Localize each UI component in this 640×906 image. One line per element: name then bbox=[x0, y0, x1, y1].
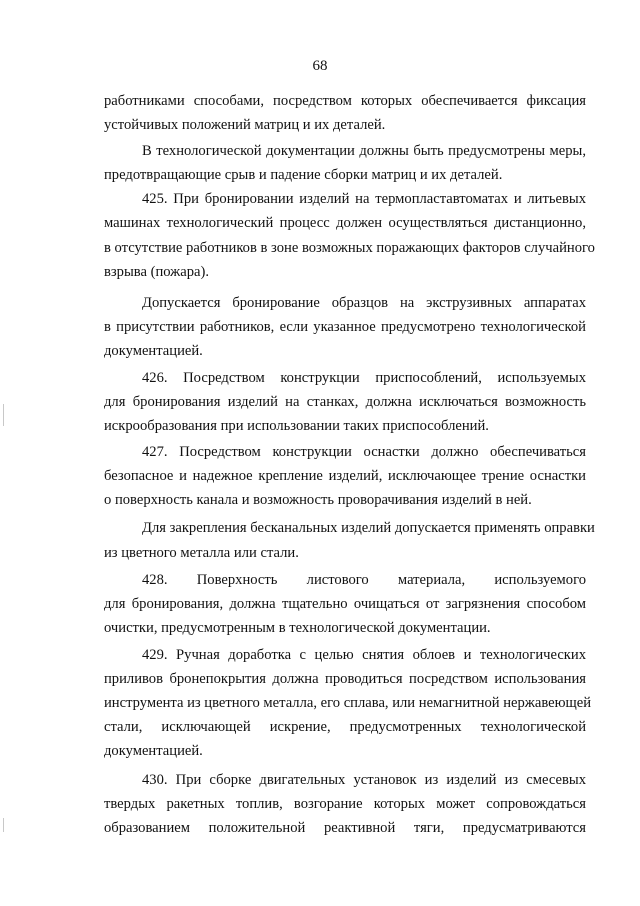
text-line: 427. Посредством конструкции оснастки должно обеспечиваться bbox=[142, 444, 586, 460]
text-line: машинах технологический процесс должен осуществляться дистанционно, bbox=[104, 215, 586, 231]
text-line: приливов бронепокрытия должна проводиться посредством использования bbox=[104, 671, 586, 687]
text-line: работниками способами, посредством которых обеспечивается фиксация bbox=[104, 93, 586, 109]
text-line: Для закрепления бесканальных изделий допускается применять оправки bbox=[142, 520, 595, 536]
text-line: для бронирования, должна тщательно очищаться от загрязнения способом bbox=[104, 596, 586, 612]
text-line: для бронирования изделий на станках, должна исключаться возможность bbox=[104, 394, 586, 410]
text-line: В технологической документации должны быть предусмотрены меры, bbox=[142, 143, 586, 159]
text-line: 429. Ручная доработка с целью снятия облоев и технологических bbox=[142, 647, 586, 663]
text-line: устойчивых положений матриц и их деталей. bbox=[104, 117, 386, 133]
text-line: 430. При сборке двигательных установок из изделий из смесевых bbox=[142, 772, 586, 788]
text-line: стали, исключающей искрение, предусмотренных технологической bbox=[104, 719, 586, 735]
scan-artifact bbox=[3, 404, 4, 426]
text-line: документацией. bbox=[104, 343, 203, 359]
text-line: в присутствии работников, если указанное предусмотрено технологической bbox=[104, 319, 586, 335]
page-number: 68 bbox=[312, 58, 328, 74]
text-line: в отсутствие работников в зоне возможных поражающих факторов случайного bbox=[104, 240, 595, 256]
scan-artifact bbox=[3, 818, 4, 832]
text-line: инструмента из цветного металла, его сплава, или немагнитной нержавеющей bbox=[104, 695, 592, 711]
text-line: 428. Поверхность листового материала, используемого bbox=[142, 572, 586, 588]
text-line: взрыва (пожара). bbox=[104, 264, 210, 280]
text-line: о поверхность канала и возможность проворачивания изделий в ней. bbox=[104, 492, 532, 508]
text-line: твердых ракетных топлив, возгорание которых может сопровождаться bbox=[104, 796, 586, 812]
text-line: Допускается бронирование образцов на экструзивных аппаратах bbox=[142, 295, 586, 311]
text-line: 426. Посредством конструкции приспособлений, используемых bbox=[142, 370, 586, 386]
text-line: предотвращающие срыв и падение сборки матриц и их деталей. bbox=[104, 167, 503, 183]
text-line: очистки, предусмотренным в технологической документации. bbox=[104, 620, 491, 636]
text-line: образованием положительной реактивной тяги, предусматриваются bbox=[104, 820, 586, 836]
text-line: из цветного металла или стали. bbox=[104, 545, 299, 561]
text-line: безопасное и надежное крепление изделий, исключающее трение оснастки bbox=[104, 468, 586, 484]
text-line: документацией. bbox=[104, 743, 203, 759]
text-line: искрообразования при использовании таких приспособлений. bbox=[104, 418, 489, 434]
text-line: 425. При бронировании изделий на термопластавтоматах и литьевых bbox=[142, 191, 586, 207]
